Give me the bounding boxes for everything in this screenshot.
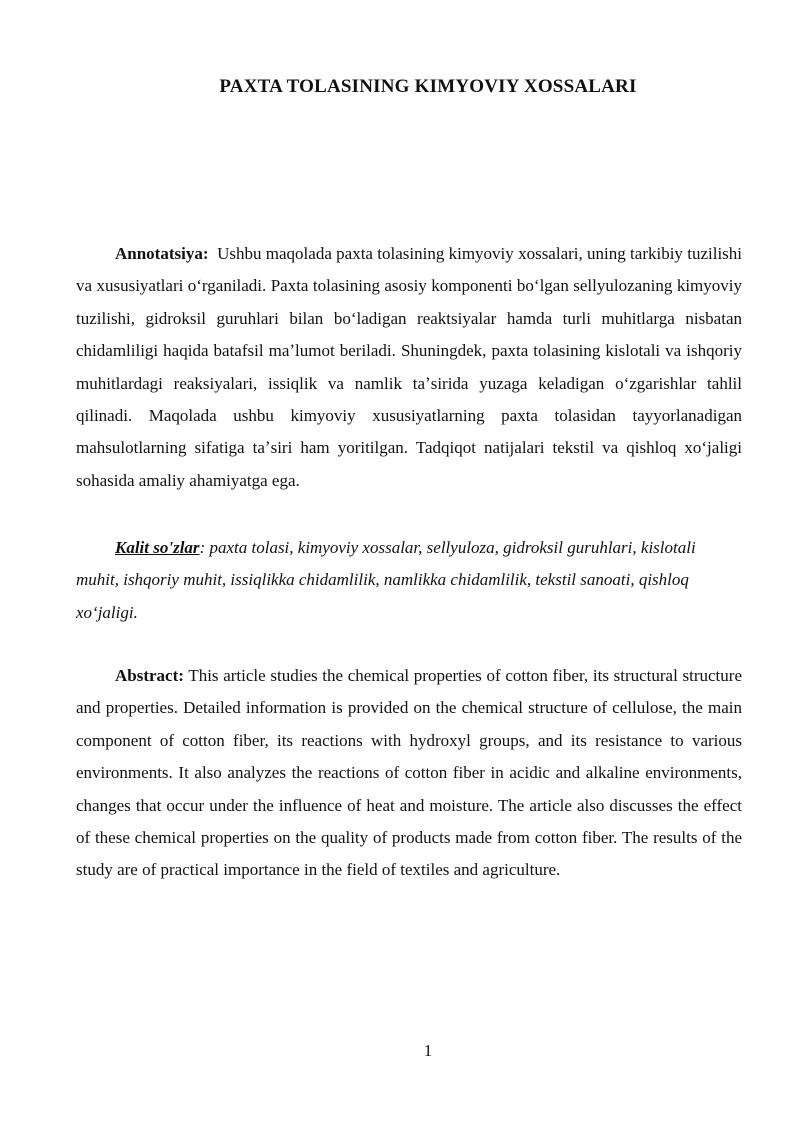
annotation-label: Annotatsiya: [115, 244, 209, 263]
keywords-paragraph [76, 532, 742, 629]
abstract-paragraph [76, 660, 742, 887]
annotation-paragraph [76, 238, 742, 497]
page-number: 1 [423, 1041, 433, 1060]
abstract-text: This article studies the chemical properties of cotton fiber, its structural structure and properties. Detailed information is provided on the chemical structure of cellulose, the main component of cotton fiber, its reactions with hydroxyl groups, and its resistance to various environments. It also analyzes the reactions of cotton fiber in acidic and alkaline environments, changes that occur under the influence of heat and moisture. The article also discusses the effect of these chemical properties on the quality of products made from cotton fiber. The results of the study are of practical importance in the field of textiles and agriculture. [76, 666, 742, 880]
annotation-text: Ushbu maqolada paxta tolasining kimyoviy xossalari, uning tarkibiy tuzilishi va xususiyatlari oʻrganiladi. Paxta tolasining asosiy komponenti boʻlgan sellyulozaning kimyoviy tuzilishi, gidroksil guruhlari bilan boʻladigan reaktsiyalar hamda turli muhitlarga nisbatan chidamliligi haqida batafsil maʼlumot beriladi. Shuningdek, paxta tolasining kislotali va ishqoriy muhitlardagi reaksiyalari, issiqlik va namlik taʼsirida yuzaga keladigan oʻzgarishlar tahlil qilinadi. Maqolada ushbu kimyoviy xususiyatlarning paxta tolasidan tayyorlanadigan mahsulotlarning sifatiga taʼsiri ham yoritilgan. Tadqiqot natijalari tekstil va qishloq xoʻjaligi sohasida amaliy ahamiyatga ega. [76, 244, 743, 490]
abstract-label: Abstract: [115, 666, 184, 685]
keywords-label: Kalit so'zlar [115, 538, 200, 557]
keywords-text: : paxta tolasi, kimyoviy xossalar, sellyuloza, gidroksil guruhlari, kislotali muhit, ishqoriy muhit, issiqlikka chidamlilik, namlikka chidamlilik, tekstil sanoati, qishloq xoʻjaligi. [76, 538, 696, 622]
page-title: PAXTA TOLASINING KIMYOVIY XOSSALARI [219, 76, 637, 97]
